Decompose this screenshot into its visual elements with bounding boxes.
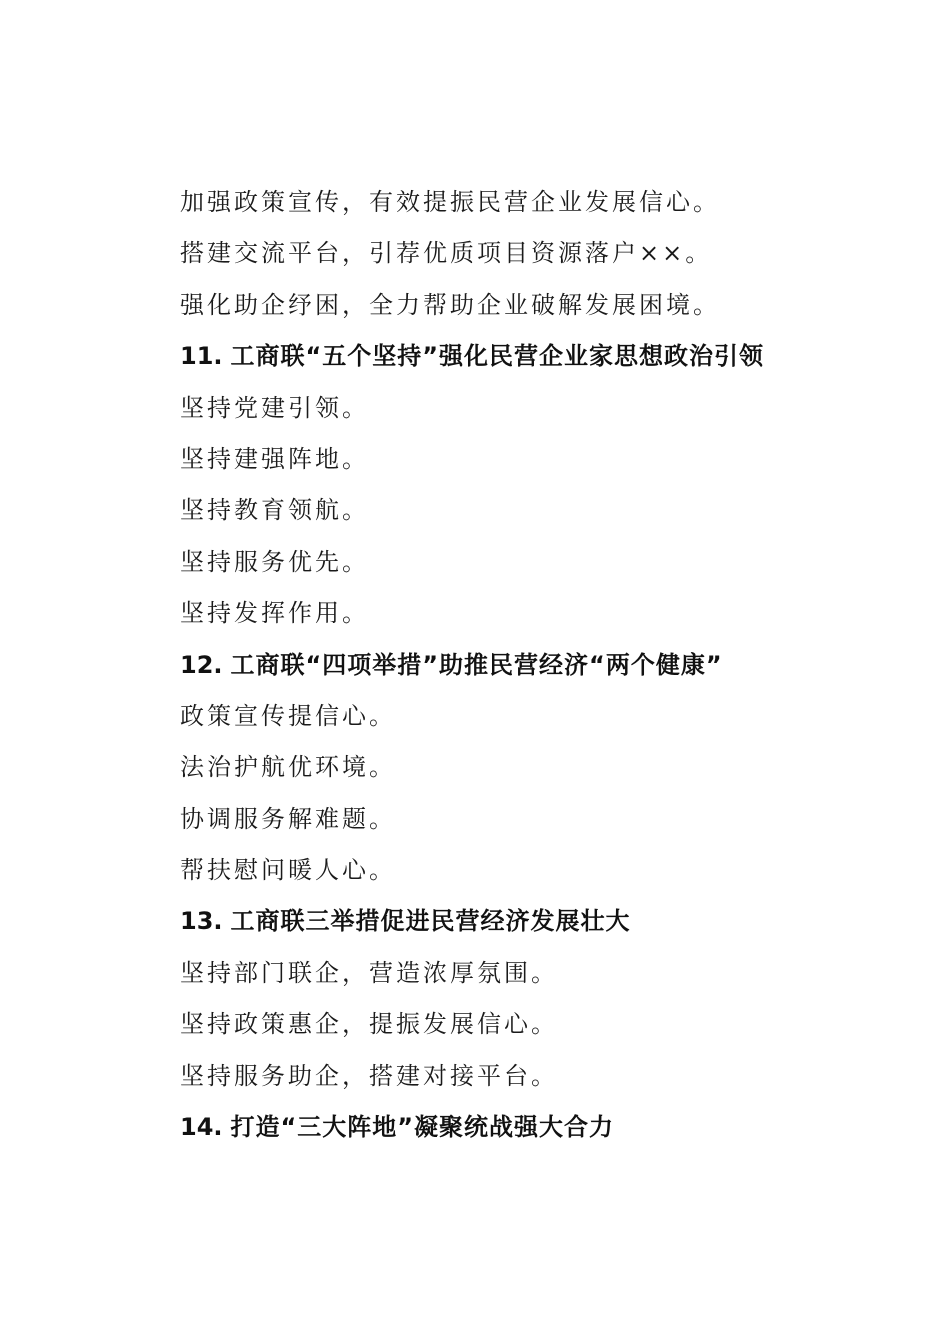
body-line: 强化助企纾困，全力帮助企业破解发展困境。 — [180, 290, 720, 319]
body-line: 坚持部门联企，营造浓厚氛围。 — [180, 958, 558, 987]
body-line: 帮扶慰问暖人心。 — [180, 856, 396, 885]
body-line: 坚持党建引领。 — [180, 393, 369, 422]
document-body — [180, 177, 880, 1153]
body-line: 坚持教育领航。 — [180, 496, 369, 525]
body-line: 坚持建强阵地。 — [180, 444, 369, 473]
heading-number: 12. — [180, 650, 223, 679]
section-heading — [180, 331, 880, 382]
body-line: 搭建交流平台，引荐优质项目资源落户××。 — [180, 239, 713, 268]
body-line: 坚持政策惠企，提振发展信心。 — [180, 1010, 558, 1039]
body-line: 协调服务解难题。 — [180, 804, 396, 833]
heading-text: 工商联“四项举措”助推民营经济“两个健康” — [230, 650, 723, 679]
heading-number: 14. — [180, 1113, 223, 1142]
heading-text: 工商联“五个坚持”强化民营企业家思想政治引领 — [230, 342, 765, 371]
heading-text: 工商联三举措促进民营经济发展壮大 — [230, 907, 631, 936]
body-line: 加强政策宣传，有效提振民营企业发展信心。 — [180, 188, 720, 216]
body-line: 法治护航优环境。 — [180, 753, 396, 782]
section-heading — [180, 896, 880, 947]
body-line: 坚持发挥作用。 — [180, 599, 369, 628]
section-heading — [180, 640, 880, 691]
heading-text: 打造“三大阵地”凝聚统战强大合力 — [230, 1113, 615, 1142]
body-line: 政策宣传提信心。 — [180, 701, 396, 730]
heading-number: 11. — [180, 342, 223, 371]
body-line: 坚持服务助企，搭建对接平台。 — [180, 1061, 558, 1090]
section-heading — [180, 1102, 880, 1153]
body-line: 坚持服务优先。 — [180, 547, 369, 576]
heading-number: 13. — [180, 907, 223, 936]
